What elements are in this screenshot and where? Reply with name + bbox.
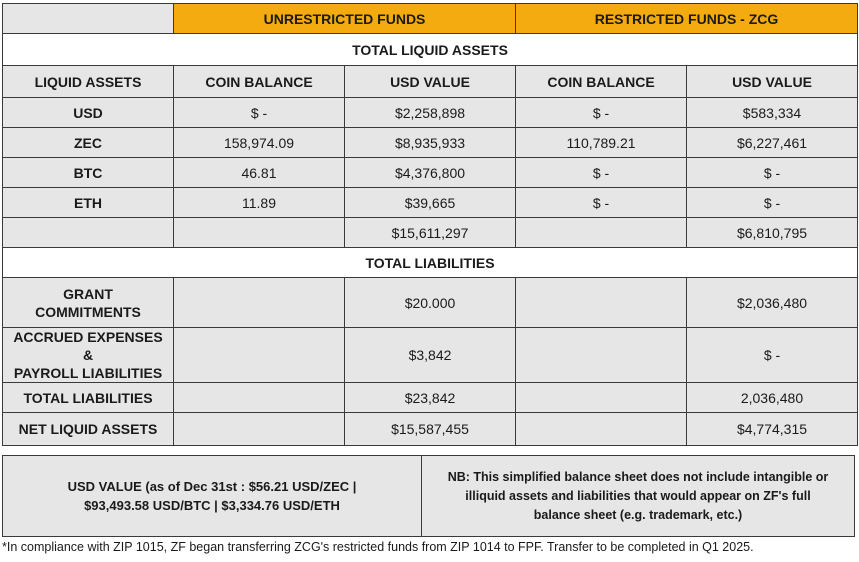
empty-cell (174, 383, 345, 413)
restricted-coin-balance: $ - (516, 158, 687, 188)
column-header-row (3, 66, 858, 98)
unrestricted-assets-total: $15,611,297 (345, 218, 516, 248)
unrestricted-usd-value: $8,935,933 (345, 128, 516, 158)
empty-cell (174, 278, 345, 328)
empty-cell (516, 383, 687, 413)
restricted-coin-balance: $ - (516, 98, 687, 128)
table-row (3, 98, 858, 128)
assets-total-row (3, 218, 858, 248)
liability-label: ACCRUED EXPENSES & PAYROLL LIABILITIES (3, 328, 174, 383)
unrestricted-usd-value: $2,258,898 (345, 98, 516, 128)
table-row (3, 128, 858, 158)
table-row (3, 278, 858, 328)
empty-cell (516, 328, 687, 383)
section-row-liabilities (3, 248, 858, 278)
unrestricted-coin-balance: 46.81 (174, 158, 345, 188)
empty-cell (516, 218, 687, 248)
restricted-funds-header: RESTRICTED FUNDS - ZCG (516, 4, 858, 34)
unrestricted-net-liquid-assets: $15,587,455 (345, 413, 516, 446)
asset-label: ZEC (3, 128, 174, 158)
restricted-usd-value: $583,334 (687, 98, 858, 128)
column-header-liquid-assets: LIQUID ASSETS (3, 66, 174, 98)
asset-label: BTC (3, 158, 174, 188)
unrestricted-usd-value: $20.000 (345, 278, 516, 328)
unrestricted-total-liabilities: $23,842 (345, 383, 516, 413)
restricted-usd-value: $ - (687, 188, 858, 218)
asset-label: USD (3, 98, 174, 128)
unrestricted-usd-value: $4,376,800 (345, 158, 516, 188)
empty-cell (174, 218, 345, 248)
unrestricted-coin-balance: 158,974.09 (174, 128, 345, 158)
table-row (3, 188, 858, 218)
balance-sheet-table (2, 3, 858, 446)
column-header-coin-balance: COIN BALANCE (516, 66, 687, 98)
empty-cell (174, 328, 345, 383)
restricted-assets-total: $6,810,795 (687, 218, 858, 248)
total-liabilities-row (3, 383, 858, 413)
total-liabilities-label: TOTAL LIABILITIES (3, 383, 174, 413)
restricted-usd-value: $6,227,461 (687, 128, 858, 158)
table-row (3, 328, 858, 383)
net-liquid-assets-row (3, 413, 858, 446)
restricted-usd-value: $2,036,480 (687, 278, 858, 328)
empty-cell (516, 413, 687, 446)
column-header-coin-balance: COIN BALANCE (174, 66, 345, 98)
restricted-coin-balance: $ - (516, 188, 687, 218)
unrestricted-funds-header: UNRESTRICTED FUNDS (174, 4, 516, 34)
unrestricted-usd-value: $39,665 (345, 188, 516, 218)
nb-note: NB: This simplified balance sheet does not include intangible or illiquid assets and liabilities that would appear on ZF's full balance sheet (e.g. trademark, etc.) (421, 455, 855, 537)
unrestricted-usd-value: $3,842 (345, 328, 516, 383)
column-header-usd-value: USD VALUE (345, 66, 516, 98)
table-row (3, 158, 858, 188)
total-liabilities-heading: TOTAL LIABILITIES (3, 248, 858, 278)
restricted-net-liquid-assets: $4,774,315 (687, 413, 858, 446)
liability-label: GRANT COMMITMENTS (3, 278, 174, 328)
restricted-total-liabilities: 2,036,480 (687, 383, 858, 413)
restricted-usd-value: $ - (687, 328, 858, 383)
footnote: *In compliance with ZIP 1015, ZF began transferring ZCG's restricted funds from ZIP 1014 to FPF. Transfer to be completed in Q1 2025. (2, 540, 754, 554)
column-header-usd-value: USD VALUE (687, 66, 858, 98)
total-liquid-assets-heading: TOTAL LIQUID ASSETS (3, 34, 858, 66)
unrestricted-coin-balance: 11.89 (174, 188, 345, 218)
net-liquid-assets-label: NET LIQUID ASSETS (3, 413, 174, 446)
fund-group-header-row (3, 4, 858, 34)
usd-value-note: USD VALUE (as of Dec 31st : $56.21 USD/ZEC | $93,493.58 USD/BTC | $3,334.76 USD/ETH (2, 455, 422, 537)
empty-cell (516, 278, 687, 328)
unrestricted-coin-balance: $ - (174, 98, 345, 128)
restricted-usd-value: $ - (687, 158, 858, 188)
restricted-coin-balance: 110,789.21 (516, 128, 687, 158)
empty-cell (174, 413, 345, 446)
empty-cell (3, 218, 174, 248)
section-row-assets (3, 34, 858, 66)
asset-label: ETH (3, 188, 174, 218)
empty-corner-cell (3, 4, 174, 34)
